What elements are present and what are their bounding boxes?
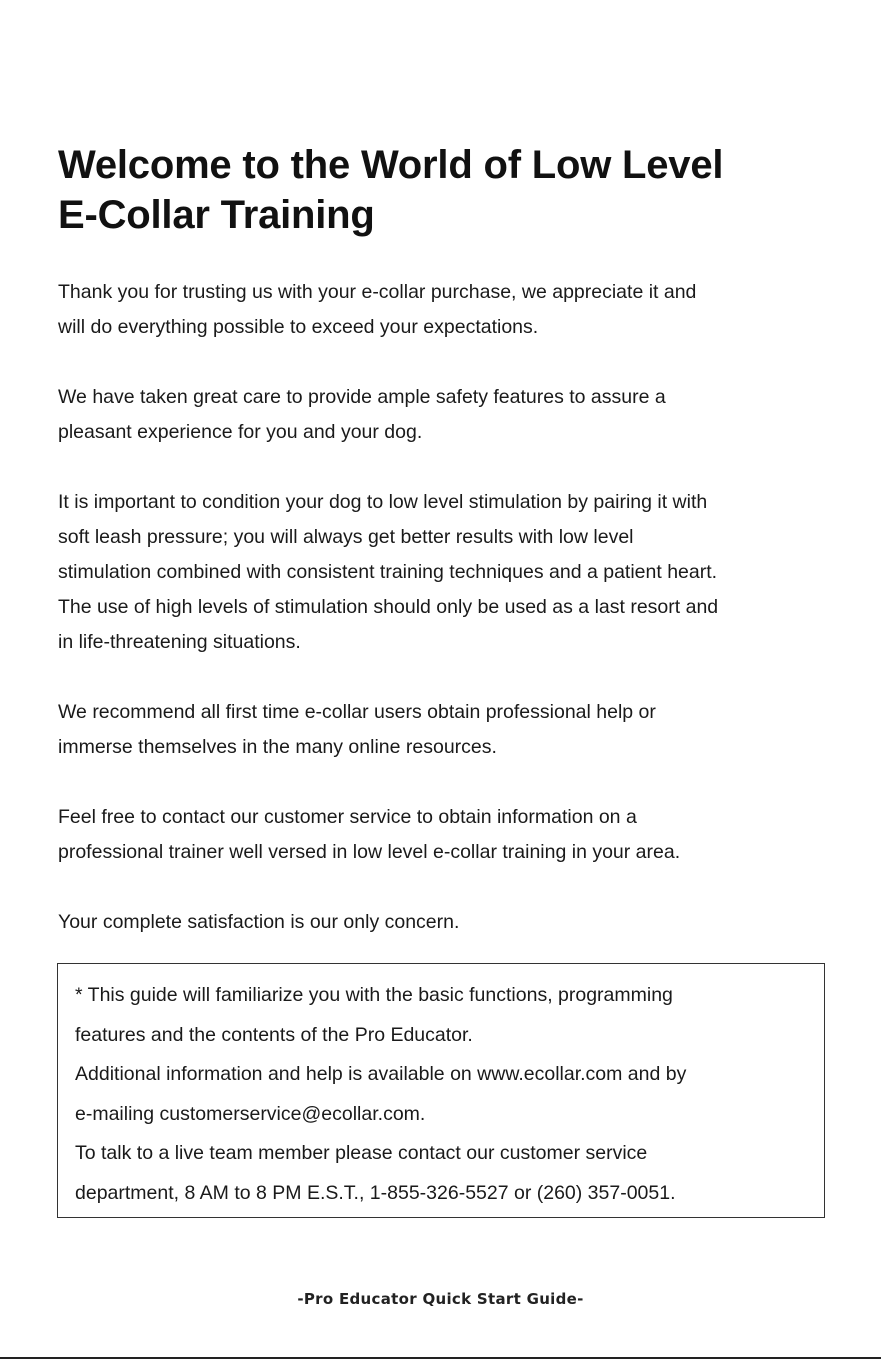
paragraph-line: We recommend all first time e-collar users obtain professional help or	[58, 701, 656, 723]
paragraph-contact	[58, 800, 848, 870]
title-line: E-Collar Training	[58, 193, 375, 237]
paragraph-line: Thank you for trusting us with your e-collar purchase, we appreciate it and	[58, 281, 697, 303]
info-box	[57, 963, 825, 1218]
info-box-line: To talk to a live team member please contact our customer service	[75, 1142, 648, 1164]
paragraph-conditioning	[58, 485, 848, 660]
info-box-line: department, 8 AM to 8 PM E.S.T., 1-855-326-5527 or (260) 357-0051.	[75, 1181, 676, 1204]
info-box-line: * This guide will familiarize you with the basic functions, programming	[75, 984, 673, 1006]
paragraph-line: Feel free to contact our customer service to obtain information on a	[58, 806, 637, 828]
info-box-line: Additional information and help is available on www.ecollar.com and by	[75, 1063, 687, 1085]
paragraph-safety	[58, 380, 848, 450]
page-footer: -Pro Educator Quick Start Guide-	[297, 1290, 584, 1308]
info-box-line: features and the contents of the Pro Educator.	[75, 1023, 473, 1046]
paragraph-line: It is important to condition your dog to low level stimulation by pairing it with	[58, 491, 708, 513]
paragraph-satisfaction	[58, 905, 848, 940]
paragraph-line: professional trainer well versed in low level e-collar training in your area.	[58, 841, 681, 863]
paragraph-recommendation	[58, 695, 848, 765]
paragraph-line: stimulation combined with consistent training techniques and a patient heart.	[58, 561, 718, 583]
bottom-divider	[0, 1357, 881, 1359]
page-title	[58, 140, 838, 240]
paragraph-line: immerse themselves in the many online resources.	[58, 736, 497, 758]
paragraph-line: will do everything possible to exceed your expectations.	[58, 316, 539, 338]
paragraph-thank-you	[58, 275, 848, 345]
paragraph-line: The use of high levels of stimulation should only be used as a last resort and	[58, 596, 719, 618]
info-box-line: e-mailing customerservice@ecollar.com.	[75, 1102, 426, 1125]
paragraph-line: in life-threatening situations.	[58, 631, 301, 653]
paragraph-line: pleasant experience for you and your dog.	[58, 421, 423, 443]
paragraph-line: We have taken great care to provide ample safety features to assure a	[58, 386, 666, 408]
info-box-text	[75, 976, 686, 1213]
paragraph-line: soft leash pressure; you will always get better results with low level	[58, 526, 634, 548]
title-line: Welcome to the World of Low Level	[58, 143, 724, 187]
paragraph-line: Your complete satisfaction is our only concern.	[58, 911, 460, 933]
